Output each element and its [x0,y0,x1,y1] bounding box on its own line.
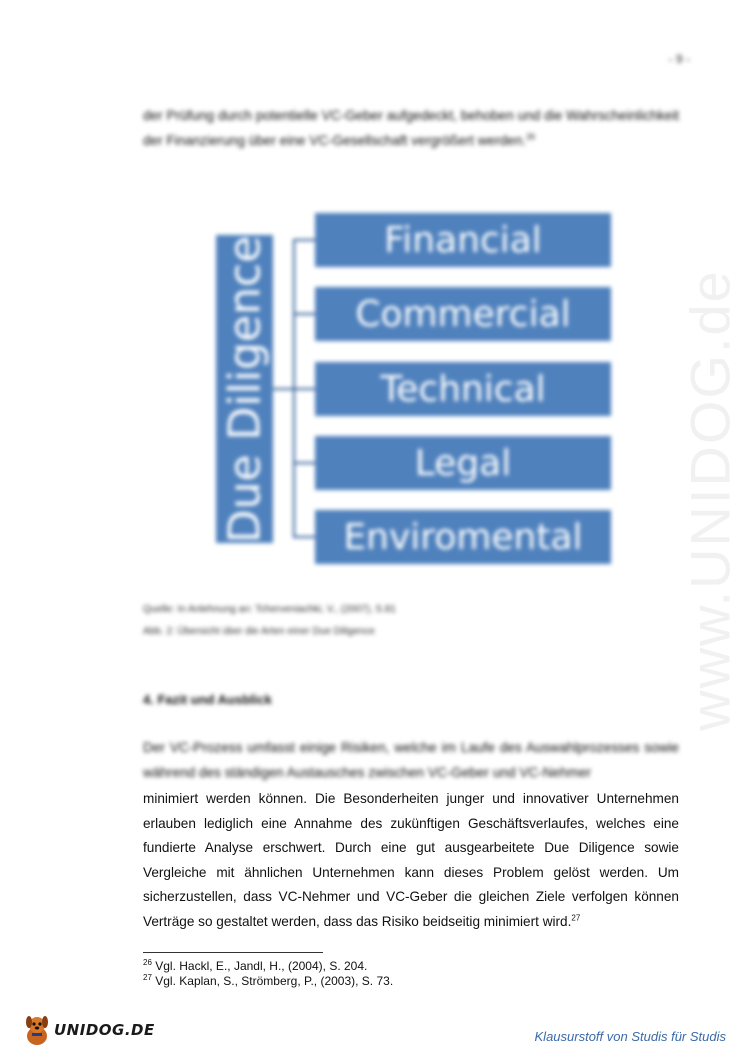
logo-text: UNIDOG.DE [54,1021,155,1039]
connector-branch-5 [293,536,315,538]
footnote-divider [143,952,323,953]
footnote-ref: 27 [571,913,581,923]
due-diligence-diagram [208,205,620,570]
connector-branch-2 [293,313,315,315]
dog-mascot-icon [22,1014,52,1046]
diagram-root-box [216,235,273,543]
branch-technical: Technical [315,360,611,416]
paragraph-bottom [143,787,679,935]
paragraph-bottom-text: minimiert werden können. Die Besonderheiten junger und innovativer Unternehmen erlauben lediglich eine Annahme des zukünftigen Geschäftsverlaufes, welches eine fundierte Analyse erschwert. Durch eine gut ausgearbeitete Due Diligence sowie Vergleiche mit ähnlichen Unternehmen kann dieses Problem gelöst werden. Um sicherzustellen, dass VC-Nehmer und VC-Geber die gleichen Ziele verfolgen können Verträge so gestaltet werden, dass das Risiko beidseitig minimiert wird. [143,791,679,929]
connector-branch-3 [293,388,315,390]
branch-legal: Legal [315,434,611,490]
footnote-text: Vgl. Hackl, E., Jandl, H., (2004), S. 204. [155,959,368,973]
connector-root [273,388,295,390]
page-number: - 9 - [668,52,690,66]
section-heading: 4. Fazit und Ausblick [143,692,272,707]
branch-commercial: Commercial [315,285,611,341]
footnote-27 [143,974,393,988]
footnote-26 [143,959,367,973]
watermark: www.UNIDOG.de [678,269,742,731]
paragraph-top [143,104,679,153]
caption-figure: Abb. 2: Übersicht über die Arten einer Due Diligence [143,626,375,637]
unidog-logo [22,1012,155,1048]
branch-enviromental: Enviromental [315,508,611,564]
footnote-number: 27 [143,973,152,982]
paragraph-top-text: der Prüfung durch potentielle VC-Geber aufgedeckt, behoben und die Wahrscheinlichkeit der Finanzierung über eine VC-Gesellschaft vergrößert werden. [143,108,679,148]
caption-source: Quelle: In Anlehnung an: Tcherveniachki, V., (2007), S.81 [143,604,396,615]
footnote-ref: 26 [526,132,535,142]
connector-branch-4 [293,462,315,464]
paragraph-bottom-blurred: Der VC-Prozess umfasst einige Risiken, welche im Laufe des Auswahlprozesses sowie während des ständigen Austausches zwischen VC-Geber und VC-Nehmer [143,740,679,780]
footnote-text: Vgl. Kaplan, S., Strömberg, P., (2003), S. 73. [155,974,394,988]
footnote-number: 26 [143,958,152,967]
connector-branch-1 [293,239,315,241]
footer-slogan: Klausurstoff von Studis für Studis [534,1029,726,1044]
diagram-root-label: Due Diligence [219,235,270,543]
branch-financial: Financial [315,211,611,267]
